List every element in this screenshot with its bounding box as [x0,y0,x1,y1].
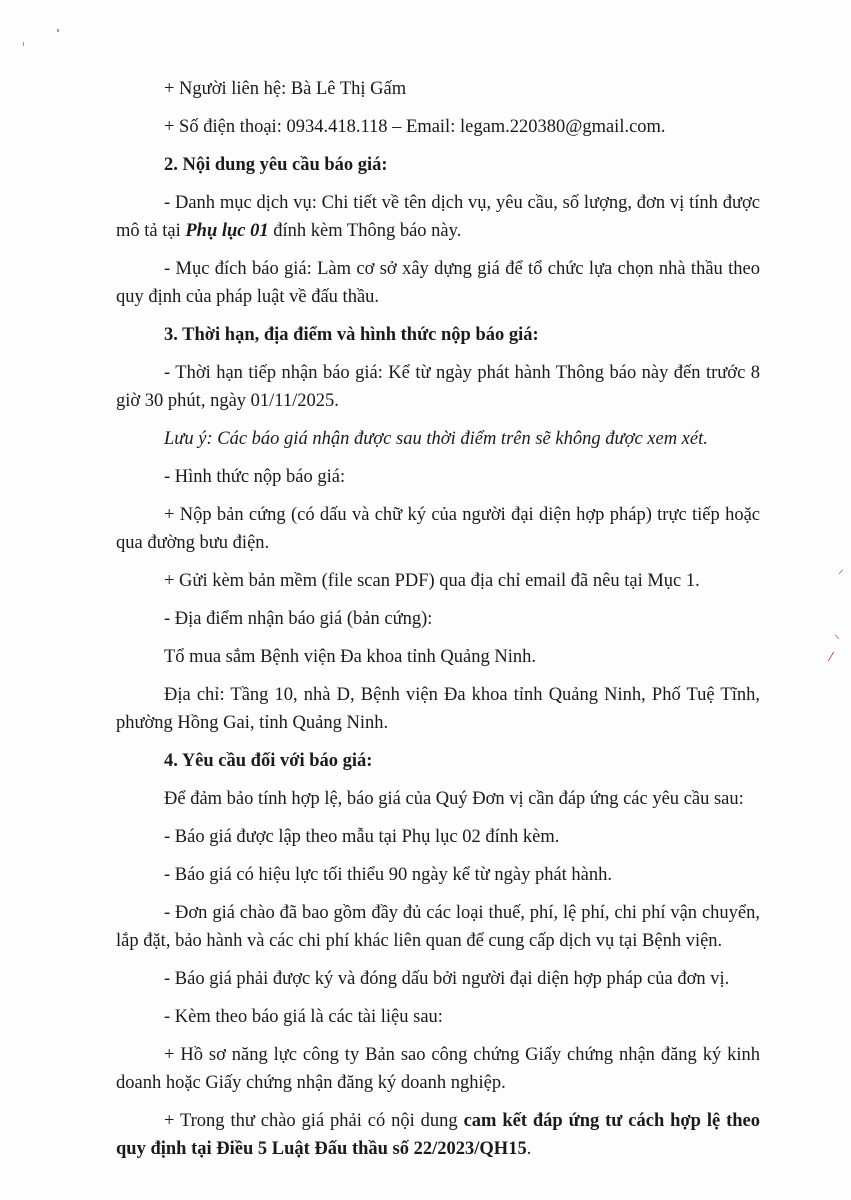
requirement-pricing: - Đơn giá chào đã bao gồm đầy đủ các loại thuế, phí, lệ phí, chi phí vận chuyển, lắp đặt, bảo hành và các chi phí khác liên quan để cung cấp dịch vụ tại Bệnh viện. [116,903,760,951]
contact-phone-email: + Số điện thoại: 0934.418.118 – Email: legam.220380@gmail.com. [164,117,666,137]
receiving-address: Địa chỉ: Tầng 10, nhà D, Bệnh viện Đa khoa tỉnh Quảng Ninh, Phố Tuệ Tĩnh, phường Hồng Gai, tỉnh Quảng Ninh. [116,685,760,733]
attachment-eligibility-commitment [116,1107,760,1163]
submission-method-hardcopy: + Nộp bản cứng (có dấu và chữ ký của người đại diện hợp pháp) trực tiếp hoặc qua đường bưu điện. [116,505,760,553]
requirement-signature: - Báo giá phải được ký và đóng dấu bởi người đại diện hợp pháp của đơn vị. [164,969,730,989]
section-3-heading: 3. Thời hạn, địa điểm và hình thức nộp báo giá: [164,325,539,345]
requirements-intro: Để đảm bảo tính hợp lệ, báo giá của Quý Đơn vị cần đáp ứng các yêu cầu sau: [164,789,744,809]
commitment-bold: cam kết đáp ứng tư cách hợp lệ theo quy định tại Điều 5 Luật Đấu thầu số 22/2023/QH15 [116,1111,760,1159]
commitment-end: . [526,1139,532,1159]
section-4-heading: 4. Yêu cầu đối với báo giá: [164,751,373,771]
late-note: Lưu ý: Các báo giá nhận được sau thời điểm trên sẽ không được xem xét. [164,429,708,449]
attachment-company-profile: + Hồ sơ năng lực công ty Bản sao công chứng Giấy chứng nhận đăng ký kinh doanh hoặc Giấy chứng nhận đăng ký doanh nghiệp. [116,1045,760,1093]
requirement-validity: - Báo giá có hiệu lực tối thiểu 90 ngày kể từ ngày phát hành. [164,865,613,885]
quote-purpose: - Mục đích báo giá: Làm cơ sở xây dựng giá để tổ chức lựa chọn nhà thầu theo quy định của pháp luật về đấu thầu. [116,259,760,307]
submission-method-softcopy: + Gửi kèm bản mềm (file scan PDF) qua địa chỉ email đã nêu tại Mục 1. [164,571,700,591]
appendix-01-ref: Phụ lục 01 [185,221,269,241]
deadline-paragraph: - Thời hạn tiếp nhận báo giá: Kể từ ngày phát hành Thông báo này đến trước 8 giờ 30 phút, ngày 01/11/2025. [116,363,760,411]
stamp-edge-mark: ⁄ [830,650,833,664]
requirement-template: - Báo giá được lập theo mẫu tại Phụ lục 02 đính kèm. [164,827,560,847]
stamp-edge-mark: ⸝ [838,562,845,576]
service-list-tail: đính kèm Thông báo này. [268,221,462,241]
receiving-location-label: - Địa điểm nhận báo giá (bản cứng): [164,609,433,629]
service-list-text: - Danh mục dịch vụ: Chi tiết về tên dịch vụ, yêu cầu, số lượng, đơn vị tính được mô tả tại [116,193,760,241]
submission-method-label: - Hình thức nộp báo giá: [164,467,346,487]
scan-speck [57,29,59,32]
service-list-paragraph [116,189,760,245]
commitment-text: + Trong thư chào giá phải có nội dung [164,1111,464,1131]
scan-speck [23,42,24,46]
receiving-organization: Tổ mua sắm Bệnh viện Đa khoa tỉnh Quảng Ninh. [164,647,536,667]
requirement-attachments: - Kèm theo báo giá là các tài liệu sau: [164,1007,443,1027]
document-body [116,75,760,1173]
section-2-heading: 2. Nội dung yêu cầu báo giá: [164,155,388,175]
contact-person: + Người liên hệ: Bà Lê Thị Gấm [164,79,407,99]
stamp-edge-mark: ⸜ [834,627,841,641]
